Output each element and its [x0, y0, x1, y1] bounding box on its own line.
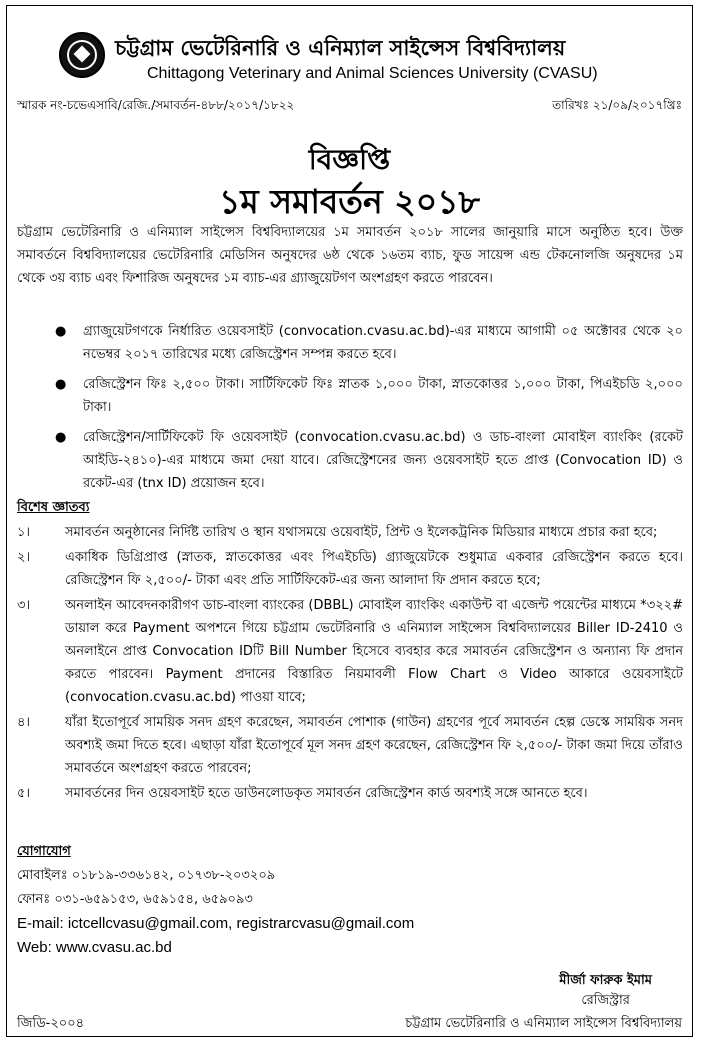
contact-phone: ফোনঃ ০৩১-৬৫৯১৫৩, ৬৫৯১৫৪, ৬৫৯০৯৩: [17, 892, 253, 907]
list-item-text: গ্র্যাজুয়েটগণকে নির্ধারিত ওয়েবসাইট (convocation.cvasu.ac.bd)-এর মাধ্যমে আগামী ০৫ অক্টোবর থেকে ২০ নভেম্বর ২০১৭ তারিখের মধ্যে রেজিস্ট্রেশন সম্পন্ন করতে হবে।: [83, 324, 683, 362]
signatory-org: চট্টগ্রাম ভেটেরিনারি ও এনিম্যাল সাইন্সেস বিশ্ববিদ্যালয়: [405, 1016, 682, 1031]
note-number: ১।: [17, 525, 31, 540]
contact-mobile: মোবাইলঃ ০১৮১৯-৩৩৬১৪২, ০১৭৩৮-২০৩২০৯: [17, 868, 276, 883]
contact-block: [17, 864, 683, 960]
note-text: যাঁরা ইতোপূর্বে সাময়িক সনদ গ্রহণ করেছেন, সমাবর্তন পোশাক (গাউন) গ্রহণের পূর্বে সমাবর্তন হেল্প ডেস্কে সাময়িক সনদ অবশ্যই জমা দিতে হবে। এছাড়া যাঁরা ইতোপূর্বে মূল সনদ গ্রহণ করেছেন, রেজিস্ট্রেশন ফি ২,৫০০/- টাকা জমা দিয়ে তাঁরাও সমাবর্তনে অংশগ্রহণ করতে পারবেন;: [65, 715, 683, 776]
note-number: ৪।: [17, 715, 31, 730]
note-text: সমাবর্তনের দিন ওয়েবসাইট হতে ডাউনলোডকৃত সমাবর্তন রেজিস্ট্রেশন কার্ড অবশ্যই সঙ্গে আনতে হবে।: [65, 786, 588, 801]
note-item: [17, 594, 683, 709]
note-number: ২।: [17, 550, 31, 565]
signature-block: [559, 971, 652, 1011]
university-name-bn: চট্টগ্রাম ভেটেরিনারি ও এনিম্যাল সাইন্সেস বিশ্ববিদ্যালয়: [115, 36, 566, 60]
note-item: [17, 711, 683, 780]
note-number: ৫।: [17, 786, 31, 801]
notice-title: বিজ্ঞপ্তি: [308, 143, 391, 176]
list-item: ● গ্র্যাজুয়েটগণকে নির্ধারিত ওয়েবসাইট (convocation.cvasu.ac.bd)-এর মাধ্যমে আগামী ০৫ অক্টোবর থেকে ২০ নভেম্বর ২০১৭ তারিখের মধ্যে রেজিস্ট্রেশন সম্পন্ন করতে হবে।: [55, 324, 683, 362]
note-item: [17, 521, 683, 544]
notice-page: [6, 5, 693, 1037]
note-item: [17, 782, 683, 805]
list-item: ● রেজিস্ট্রেশন/সার্টিফিকেট ফি ওয়েবসাইট (convocation.cvasu.ac.bd) ও ডাচ-বাংলা মোবাইল ব্যাংকিং (রকেট আইডি-২৪১০)-এর মাধ্যমে জমা দেয়া যাবে। রেজিস্ট্রেশনের জন্য ওয়েবসাইট হতে প্রাপ্ত (Convocation ID) ও রকেট-এর (tnx ID) প্রয়োজন হবে।: [55, 430, 683, 491]
list-item: ● রেজিস্ট্রেশন ফিঃ ২,৫০০ টাকা। সার্টিফিকেট ফিঃ স্নাতক ১,০০০ টাকা, স্নাতকোত্তর ১,০০০ টাকা, পিএইচডি ২,০০০ টাকা।: [55, 377, 683, 415]
notice-subtitle: ১ম সমাবর্তন ২০১৮: [219, 182, 480, 221]
instruction-list: [51, 320, 683, 502]
note-item: [17, 546, 683, 592]
gd-number: জিডি-২০০৪: [17, 1016, 85, 1031]
list-item-text: রেজিস্ট্রেশন ফিঃ ২,৫০০ টাকা। সার্টিফিকেট ফিঃ স্নাতক ১,০০০ টাকা, স্নাতকোত্তর ১,০০০ টাকা, পিএইচডি ২,০০০ টাকা।: [83, 377, 683, 415]
university-seal: [59, 32, 105, 78]
signatory-name: মীর্জা ফারুক ইমাম: [559, 973, 652, 988]
contact-web[interactable]: Web: www.cvasu.ac.bd: [17, 939, 172, 956]
list-item-text: রেজিস্ট্রেশন/সার্টিফিকেট ফি ওয়েবসাইট (convocation.cvasu.ac.bd) ও ডাচ-বাংলা মোবাইল ব্যাংকিং (রকেট আইডি-২৪১০)-এর মাধ্যমে জমা দেয়া যাবে। রেজিস্ট্রেশনের জন্য ওয়েবসাইট হতে প্রাপ্ত (Convocation ID) ও রকেট-এর (tnx ID) প্রয়োজন হবে।: [83, 430, 683, 491]
note-number: ৩।: [17, 598, 31, 613]
note-text: একাধিক ডিগ্রিপ্রাপ্ত (স্নাতক, স্নাতকোত্তর এবং পিএইচডি) গ্র্যাজুয়েটকে শুধুমাত্র একবার রেজিস্ট্রেশন করতে হবে। রেজিস্ট্রেশন ফি ২,৫০০/- টাকা এবং প্রতি সার্টিফিকেট-এর জন্য আলাদা ফি প্রদান করতে হবে;: [65, 550, 683, 588]
memo-number: স্মারক নং-চভেএসাবি/রেজি./সমাবর্তন-৪৮৮/২০১৭/১৮২২: [17, 98, 295, 112]
issue-date: তারিখঃ ২১/০৯/২০১৭খ্রিঃ: [552, 98, 682, 112]
note-text: অনলাইন আবেদনকারীগণ ডাচ-বাংলা ব্যাংকের (DBBL) মোবাইল ব্যাংকিং একাউন্ট বা এজেন্ট পয়েন্টের মাধ্যমে *৩২২# ডায়াল করে Payment অপশনে গিয়ে চট্টগ্রাম ভেটেরিনারি ও এনিম্যাল সাইন্সেস বিশ্ববিদ্যালয়ের Biller ID-2410 ও অনলাইনে প্রাপ্ত Convocation IDটি Bill Number হিসেবে ব্যবহার করে সমাবর্তন রেজিস্ট্রেশন ও অন্যান্য ফি প্রদান করতে পারবেন। Payment প্রদানের বিস্তারিত নিয়মাবলী Flow Chart ও Video আকারে ওয়েবসাইটে (convocation.cvasu.ac.bd) পাওয়া যাবে;: [65, 598, 683, 705]
signatory-title: রেজিস্ট্রার: [581, 993, 630, 1008]
contact-email[interactable]: E-mail: ictcellcvasu@gmail.com, registrarcvasu@gmail.com: [17, 915, 415, 932]
special-notes: [17, 521, 683, 807]
contact-heading: যোগাযোগ: [17, 844, 71, 859]
university-name-en: Chittagong Veterinary and Animal Sciences University (CVASU): [147, 65, 598, 82]
note-text: সমাবর্তন অনুষ্ঠানের নির্দিষ্ট তারিখ ও স্থান যথাসময়ে ওয়েবাইট, প্রিন্ট ও ইলেকট্রনিক মিডিয়ার মাধ্যমে প্রচার করা হবে;: [65, 525, 658, 540]
intro-paragraph: চট্টগ্রাম ভেটেরিনারি ও এনিম্যাল সাইন্সেস বিশ্ববিদ্যালয়ের ১ম সমাবর্তন ২০১৮ সালের জানুয়ারি মাসে অনুষ্ঠিত হবে। উক্ত সমাবর্তনে বিশ্ববিদ্যালয়ের ভেটেরিনারি মেডিসিন অনুষদের ৬ষ্ঠ থেকে ১৬তম ব্যাচ, ফুড সায়েন্স এন্ড টেকনোলজি অনুষদের ১ম থেকে ৩য় ব্যাচ এবং ফিশারিজ অনুষদের ১ম ব্যাচ-এর গ্র্যাজুয়েটগণ অংশগ্রহণ করতে পারবেন।: [17, 225, 683, 286]
special-heading: বিশেষ জ্ঞাতব্য: [17, 500, 90, 515]
